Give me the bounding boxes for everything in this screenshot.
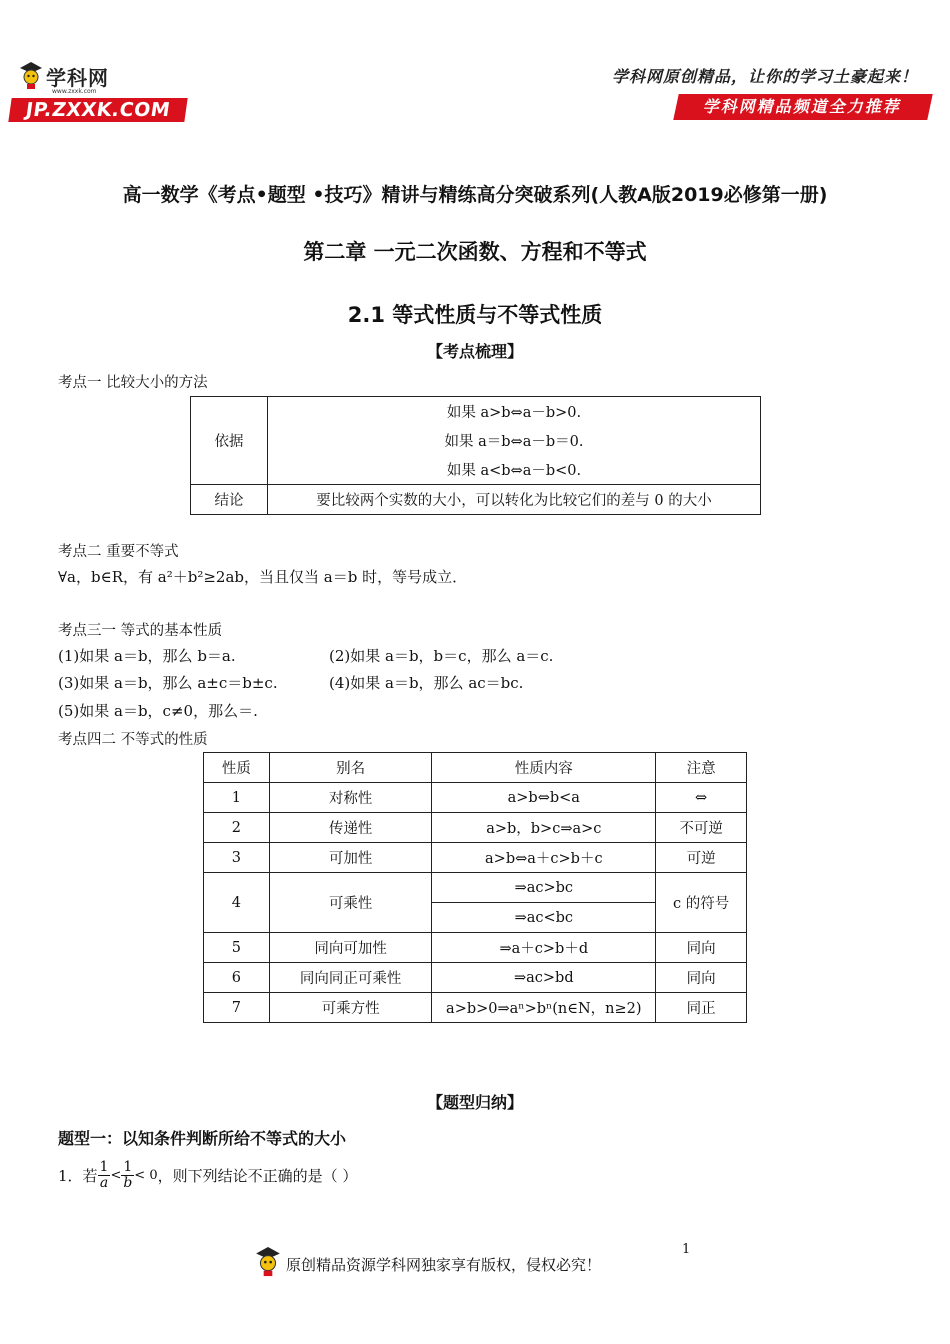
row-alias: 可加性	[269, 843, 432, 873]
table-row	[204, 783, 747, 813]
kd2-heading: 考点二 重要不等式	[58, 544, 179, 560]
q-suffix: ，则下列结论不正确的是（ ）	[157, 1167, 358, 1185]
slogan: 学科网原创精品，让你的学习土豪起来！	[612, 67, 919, 86]
chapter-title: 第二章 一元二次函数、方程和不等式	[303, 240, 647, 264]
inequality-properties-table	[203, 752, 747, 1023]
row-note: 同向	[656, 963, 747, 993]
q-prefix: 1．若	[58, 1167, 98, 1185]
q-mid: <	[110, 1168, 122, 1183]
row-content: ⇒ac>bd	[432, 963, 656, 993]
row-note: 同正	[656, 993, 747, 1023]
col-header-content: 性质内容	[432, 753, 656, 783]
mascot-icon	[18, 60, 44, 90]
row-alias: 可乘方性	[269, 993, 432, 1023]
row-note: c 的符号	[656, 873, 747, 933]
footer-mascot-icon	[254, 1244, 282, 1278]
kd3-item-1: (1)如果 a＝b，那么 b＝a.	[58, 647, 236, 665]
kd2-text: ∀a，b∈R，有 a²＋b²≥2ab，当且仅当 a＝b 时，等号成立．	[58, 568, 468, 586]
question-1	[58, 1160, 357, 1191]
frac-denominator: b	[123, 1175, 133, 1191]
logo-url: JP.ZXXK.COM	[8, 98, 187, 122]
logo-small-url: www.zxxk.com	[52, 88, 97, 95]
conclusion-text: 要比较两个实数的大小，可以转化为比较它们的差与 0 的大小	[268, 485, 761, 515]
row-note: ⇔	[656, 783, 747, 813]
basis-line-3: 如果 a<b⇔a－b<0.	[268, 455, 761, 485]
row-content: a>b⇔b<a	[432, 783, 656, 813]
page-number: 1	[682, 1242, 691, 1257]
row-note: 同向	[656, 933, 747, 963]
row-number: 2	[204, 813, 270, 843]
fraction-1-over-b	[121, 1160, 134, 1191]
row-content-2: ⇒ac<bc	[432, 903, 656, 933]
kaodian-heading: 【考点梳理】	[426, 342, 523, 361]
kd3-item-5: (5)如果 a＝b，c≠0，那么＝.	[58, 702, 258, 720]
kd3-item-3: (3)如果 a＝b，那么 a±c＝b±c.	[58, 674, 278, 692]
row-number: 7	[204, 993, 270, 1023]
q-end: < 0	[134, 1168, 158, 1183]
row-number: 6	[204, 963, 270, 993]
kd1-heading: 考点一 比较大小的方法	[58, 375, 208, 391]
table-row	[204, 933, 747, 963]
tixing1-heading: 题型一：以知条件判断所给不等式的大小	[58, 1129, 347, 1148]
frac-numerator: 1	[99, 1159, 109, 1175]
table-row	[204, 843, 747, 873]
tixing-heading: 【题型归纳】	[426, 1093, 523, 1112]
row-note: 可逆	[656, 843, 747, 873]
col-header-note: 注意	[656, 753, 747, 783]
logo-text: 学科网	[46, 66, 109, 90]
row-content: ⇒a＋c>b＋d	[432, 933, 656, 963]
row-alias: 同向同正可乘性	[269, 963, 432, 993]
banner: 学科网精品频道全力推荐	[673, 94, 933, 120]
table-row	[204, 993, 747, 1023]
row-number: 4	[204, 873, 270, 933]
row-number: 5	[204, 933, 270, 963]
table-row	[204, 963, 747, 993]
fraction-1-over-a	[98, 1160, 111, 1191]
footer-copyright: 原创精品资源学科网独家享有版权，侵权必究！	[286, 1256, 602, 1274]
row-content: a>b，b>c⇒a>c	[432, 813, 656, 843]
kd3-heading: 考点三一 等式的基本性质	[58, 623, 223, 639]
table-row	[204, 813, 747, 843]
row-content: ⇒ac>bc	[432, 873, 656, 903]
conclusion-label: 结论	[191, 485, 268, 515]
row-note: 不可逆	[656, 813, 747, 843]
row-alias: 可乘性	[269, 873, 432, 933]
col-header-alias: 别名	[269, 753, 432, 783]
frac-numerator: 1	[123, 1159, 133, 1175]
basis-line-1: 如果 a>b⇔a－b>0.	[268, 397, 761, 427]
basis-label: 依据	[191, 397, 268, 485]
basis-line-2: 如果 a＝b⇔a－b＝0.	[268, 426, 761, 455]
comparison-table	[190, 396, 761, 515]
col-header-property: 性质	[204, 753, 270, 783]
section-title: 2.1 等式性质与不等式性质	[347, 303, 603, 327]
kd4-heading: 考点四二 不等式的性质	[58, 732, 208, 748]
row-number: 1	[204, 783, 270, 813]
row-alias: 对称性	[269, 783, 432, 813]
row-alias: 同向可加性	[269, 933, 432, 963]
frac-denominator: a	[99, 1175, 109, 1191]
row-alias: 传递性	[269, 813, 432, 843]
row-number: 3	[204, 843, 270, 873]
kd3-item-2: (2)如果 a＝b，b＝c，那么 a＝c.	[329, 647, 554, 665]
row-content: a>b>0⇒aⁿ>bⁿ(n∈N，n≥2)	[432, 993, 656, 1023]
table-row	[204, 873, 747, 903]
kd3-item-4: (4)如果 a＝b，那么 ac＝bc.	[329, 674, 524, 692]
row-content: a>b⇔a＋c>b＋c	[432, 843, 656, 873]
series-title: 高一数学《考点•题型 •技巧》精讲与精练高分突破系列(人教A版2019必修第一册)	[122, 184, 828, 206]
